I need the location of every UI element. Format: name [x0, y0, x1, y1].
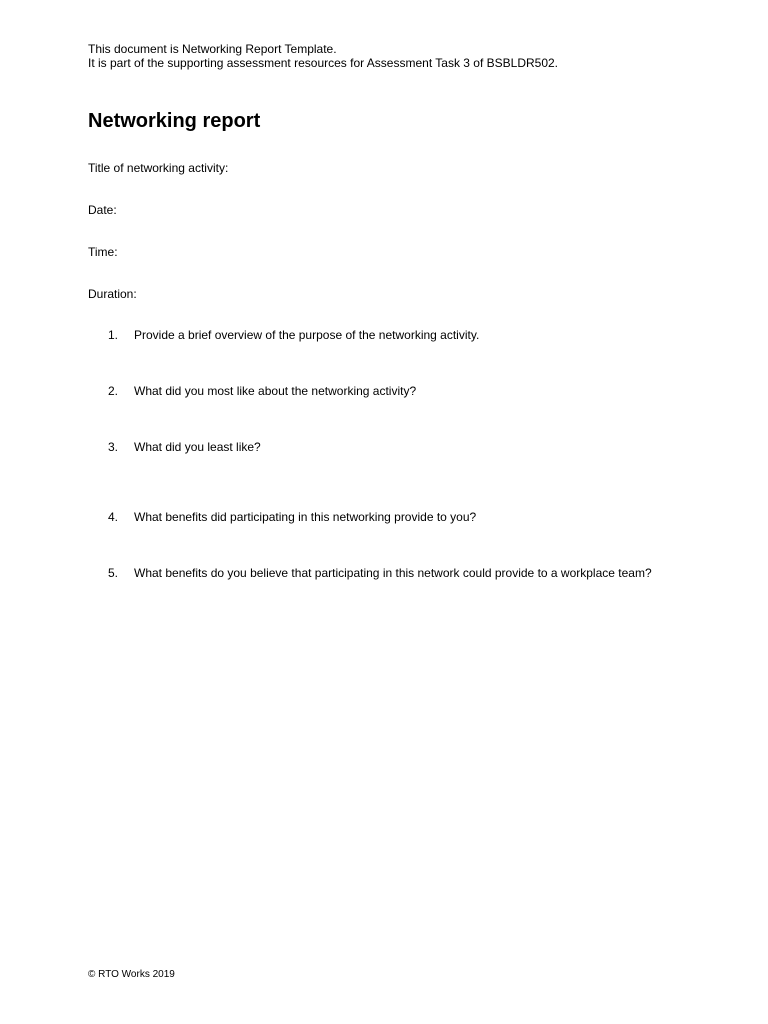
question-number: 3.	[108, 440, 119, 454]
field-date: Date:	[88, 203, 117, 217]
question-number: 4.	[108, 510, 119, 524]
intro-line-2: It is part of the supporting assessment resources for Assessment Task 3 of BSBLDR502.	[88, 56, 559, 70]
question-number: 5.	[108, 566, 119, 580]
copyright-footer: © RTO Works 2019	[88, 969, 175, 980]
question-text: What benefits do you believe that participating in this network could provide to a workplace team?	[134, 566, 652, 580]
intro-line-1: This document is Networking Report Template.	[88, 42, 337, 56]
field-duration: Duration:	[88, 287, 137, 301]
question-5	[108, 566, 668, 581]
question-number: 1.	[108, 328, 119, 342]
field-time: Time:	[88, 245, 118, 259]
document-intro	[88, 42, 558, 70]
question-3	[108, 440, 668, 455]
question-text: What did you least like?	[134, 440, 261, 454]
field-title-of-activity: Title of networking activity:	[88, 161, 229, 175]
question-2	[108, 384, 668, 399]
question-text: What benefits did participating in this networking provide to you?	[134, 510, 477, 524]
page-title: Networking report	[88, 110, 261, 132]
question-4	[108, 510, 668, 525]
question-text: Provide a brief overview of the purpose of the networking activity.	[134, 328, 480, 342]
question-1	[108, 328, 668, 343]
question-number: 2.	[108, 384, 119, 398]
question-text: What did you most like about the networking activity?	[134, 384, 417, 398]
